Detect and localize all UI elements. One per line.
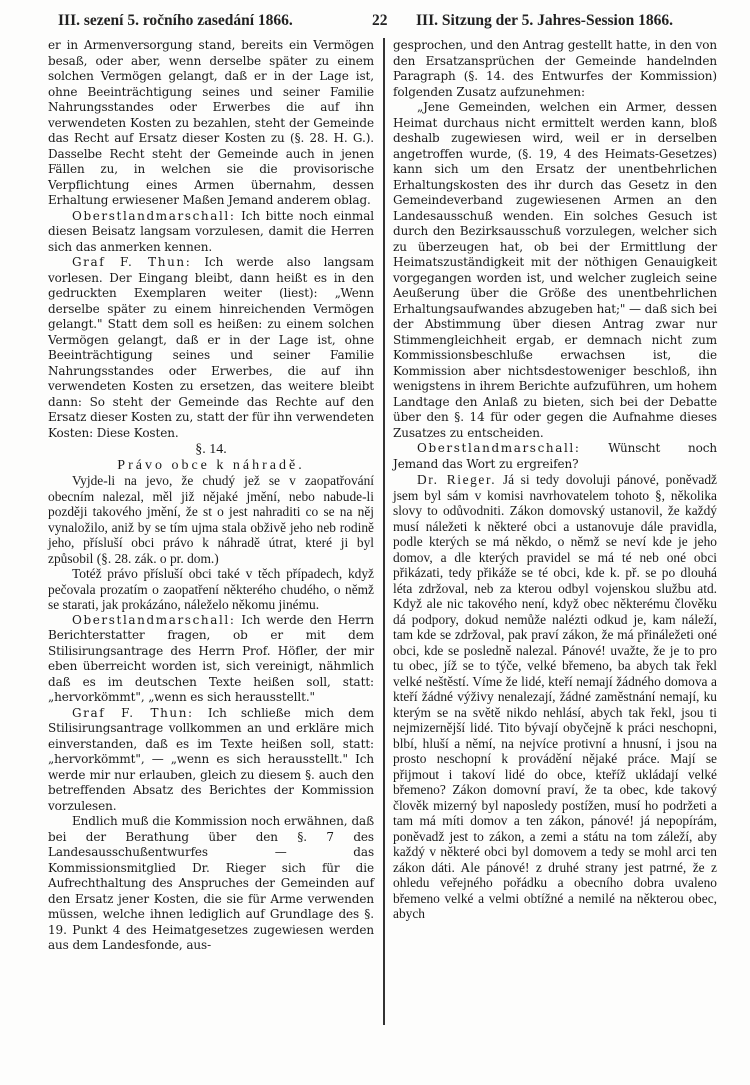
right-column xyxy=(393,38,717,922)
speaker-name: Dr. Rieger. xyxy=(417,472,497,487)
page-number: 22 xyxy=(372,12,388,29)
speaker-name: Oberstlandmarschall: xyxy=(72,612,236,627)
section-number: §. 14. xyxy=(195,442,227,457)
paragraph: gesprochen, und den Antrag gestellt hatte, in den von den Ersatzansprüchen der Gemeinde handelnden Paragraph (§. 14. des Entwurfes der Kommission) folgenden Zusatz aufzunehmen: xyxy=(393,38,717,99)
speaker-name: Graf F. Thun: xyxy=(72,255,192,269)
speaker-name: Oberstlandmarschall: xyxy=(72,208,236,223)
speech-paragraph xyxy=(48,255,374,441)
paragraph: Totéž právo přísluší obci také v těch případech, když pečovala prozatím o zaopatření některého chudého, o němž se starati, jak prokázáno, náleželo někomu jinému. xyxy=(48,566,374,612)
speech-paragraph xyxy=(48,706,374,815)
header-german-title: III. Sitzung der 5. Jahres-Session 1866. xyxy=(416,12,673,29)
speech-paragraph xyxy=(48,613,374,706)
speech-text: Wünscht noch Jemand das Wort zu ergreifen? xyxy=(393,441,717,471)
paragraph: Endlich muß die Kommission noch erwähnen, daß bei der Berathung über den §. 7 des Landesausschußentwurfes — das Kommissionsmitglied Dr. Rieger sich für die Aufrechthaltung des Anspruches der Gemeinden auf den Ersatz jener Kosten, die sie für Arme verwenden müssen, welche ihnen lediglich auf Grundlage des §. 19. Punkt 4 des Heimatgesetzes zugewiesen werden aus dem Landesfonde, aus- xyxy=(48,814,374,952)
speech-paragraph xyxy=(48,209,374,256)
speech-text: Já si tedy dovoluji pánové, poněvadž jsem byl sám v komisi navrhovatelem tohoto §, několika slovy to odůvodniti. Zákon domovský ustanovil, že každý musí náležeti k některé obci a ustanovuje dále pravidla, podle kterých se má někdo, o němž se neví kde je jeho domov, a dle kterých pravidel se má té neb oné obci přikázati, tedy přikáže se té obci, kde k. př. se po dlouhá léta zdržoval, neb za kterou odbyl vojenskou službu atd. Když ale nic takového není, když obec některému člověku dá podpory, dokud nemůže nalézti odkud je, kam náleží, tam kde se zdržoval, pak praví zákon, že má přináležeti oné obci, kde se posledně nalezal. Pánové! uvažte, že je to pro tu obec, jíž se to týče, velké břemeno, ba abych tak řekl velké neštěstí. Víme že lidé, kteří nemají žádného domova a kteří žádné výživy nenalezají, žádné zaměstnání nemají, ku kterým se na světě nikdo nehlásí, abych tak řekl, jsou ti nejmizernější lidé. Tito bývají obyčejně k práci neschopni, blbí, hluší a němí, na nejvíce protivní a hnusní, i jsou na prosto neschopní k provádění nějaké práce. Mají se přijmout i takoví lidé do obce, kteříž ukládají velké břemeno? Zákon domovní praví, že ta obec, kde takový člověk mizerný byl naposledy postížen, musí ho podržeti a tam má míti domov a ten zákon, pánové! já nepopírám, poněvadž jest to zákon, a zemi a státu na tom záleží, aby každý v některé obci byl domovem a tedy se mohl arci ten zákon dáti. Ale pánové! z druhé strany jest patrné, že z ohledu veřejného pořádku a obecního dobra uvaleno břemeno velké a velmi obtížné a nemilé na některou obec, abych xyxy=(393,472,717,921)
speech-text: Ich schließe mich dem Stilisirungsantrage vollkommen an und erkläre mich einverstanden, daß es im Texte heißen soll, statt: „hervorkömmt", — „wenn es sich herausstellt." Ich werde mir nur erlauben, gleich zu diesem §. auch den betreffenden Absatz des Berichtes der Kommission vorzulesen. xyxy=(48,705,375,813)
quoted-paragraph: „Jene Gemeinden, welchen ein Armer, dessen Heimat durchaus nicht ermittelt werden kann, bloß deshalb zugewiesen wird, weil er in derselben angetroffen wurde, (§. 19, 4 des Heimats-Gesetzes) kann sich um den Ersatz der unentbehrlichen Erhaltungskosten des ihr durch das Gesetz in den Gemeindeverband zugewiesenen Armen an den Landesausschuß wenden. Ein solches Gesuch ist durch den Bezirksausschuß vorzulegen, welcher sich zu überzeugen hat, ob bei der Ermittlung der Heimatszuständigkeit mit der nöthigen Genauigkeit vorgegangen worden ist, und welcher zugleich seine Aeußerung über die Größe des unentbehrlichen Erhaltungsaufwandes abzugeben hat;" — daß sich bei der Abstimmung über diesen Antrag zwar nur Stimmengleichheit ergab, er demnach nicht zum Kommissionsbeschluße erwachsen ist, die Kommission aber nichtsdestoweniger beschloß, ihn wenigstens in ihrem Berichte aufzuführen, um hohem Landtage den Anlaß zu bieten, sich bei der Debatte über den §. 14 für oder gegen die Aufnahme dieses Zusatzes zu entscheiden. xyxy=(393,100,718,440)
header-czech-title: III. sezení 5. ročního zasedání 1866. xyxy=(58,12,293,29)
paragraph: Vyjde-li na jevo, že chudý jež se v zaopatřování obecním nalezal, měl již nějaké jmění, nebo nabude-li později takového jmění, že st o jest nahraditi co se na něj vynaložilo, aniž by se tím ujma stala obživě jeho neb rodině jeho, přísluší obci právo k náhradě útrat, které ji byl způsobil (§. 28. zák. o pr. dom.) xyxy=(48,473,374,566)
speech-text: Ich werde also langsam vorlesen. Der Eingang bleibt, dann heißt es in den gedruckten Exemplaren weiter (liest): „Wenn derselbe später zu einem hinreichenden Vermögen gelangt." Statt dem soll es heißen: zu einem solchen Vermögen gelangt, daß er in der Lage ist, ohne Beeinträchtigung seines und seiner Familie Nahrungsstandes oder Erwerbes, die auf ihn verwendeten Kosten zu ersetzen, das weitere bleibt dann: So steht der Gemeinde das Rechte auf den Ersatz dieser Kosten zu, statt der für ihn verwendeten Kosten: Diese Kosten. xyxy=(48,255,374,440)
speaker-name: Graf F. Thun: xyxy=(72,705,194,720)
column-divider xyxy=(383,38,385,1025)
speaker-name: Oberstlandmarschall: xyxy=(417,441,581,455)
speech-paragraph xyxy=(393,441,717,472)
section-title: Právo obce k náhradě. xyxy=(117,457,305,473)
speech-text: Ich werde den Herrn Berichterstatter fragen, ob er mit dem Stilisirungsantrage des Herrn Prof. Höfler, der mir eben überreicht worden ist, sich vereinigt, nähmlich daß es im deutschen Texte heißen soll, statt: „hervorkömmt", „wenn es sich herausstellt." xyxy=(48,612,374,704)
running-header xyxy=(0,12,750,34)
speech-paragraph xyxy=(393,472,717,922)
paragraph: er in Armenversorgung stand, bereits ein Vermögen besaß, oder aber, wenn derselbe später zu einem solchen Vermögen gelangt, daß er in der Lage ist, ohne Beeinträchtigung seines und seiner Familie Nahrungsstandes oder Erwerbes die auf ihn verwendeten Kosten zu bezahlen, steht der Gemeinde das Recht auf Ersatz dieser Kosten zu (§. 28. H. G.). Dasselbe Recht steht der Gemeinde auch in jenen Fällen zu, in welchen sie die provisorische Verpflichtung eines Armen übernahm, dessen Erhaltung erwiesener Maßen Jemand anderem oblag. xyxy=(48,38,374,207)
left-column xyxy=(48,38,374,954)
speech-text: Ich bitte noch einmal diesen Beisatz langsam vorzulesen, damit die Herren sich das anmerken kennen. xyxy=(48,208,374,254)
